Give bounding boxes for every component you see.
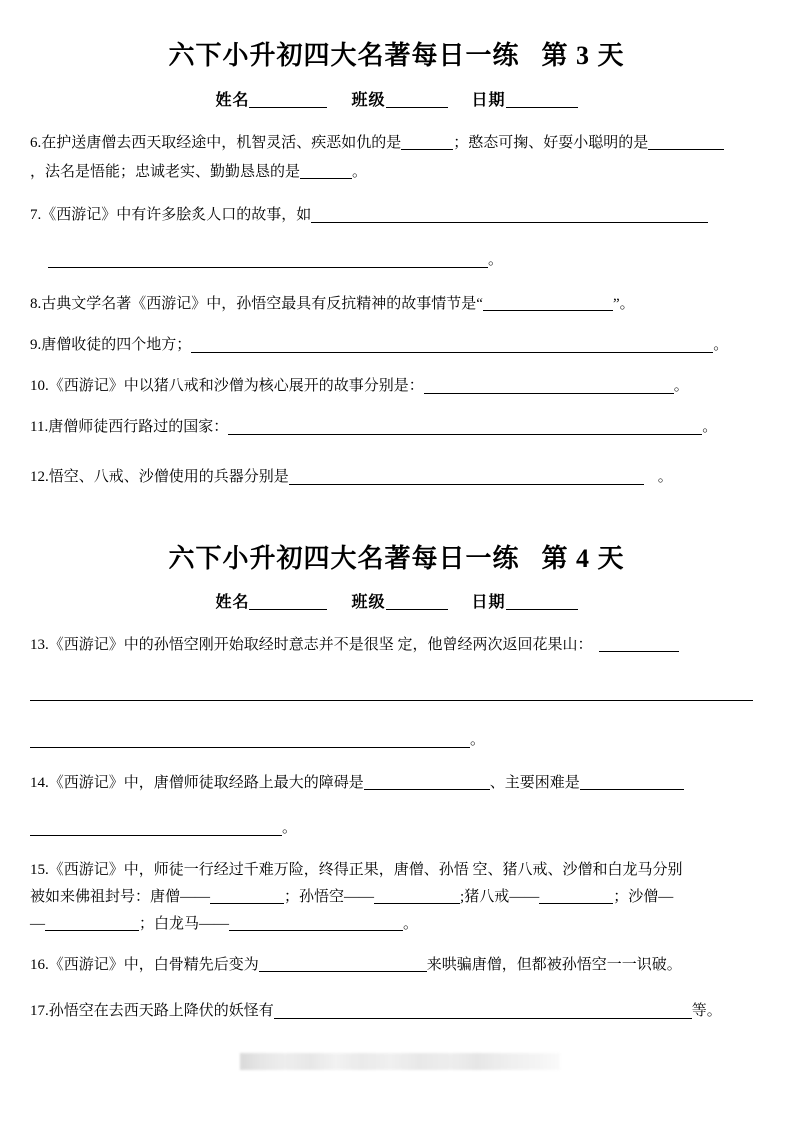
question-15-period: 。 [403, 916, 419, 932]
question-9-text: 唐僧收徒的四个地方； [41, 336, 192, 353]
question-11-number: 11. [30, 419, 49, 436]
question-6-text-b: ；憨态可掬、好耍小聪明的是 [453, 134, 649, 151]
name-field-group-2 [215, 594, 327, 611]
title-main-text: 六下小升初四大名著每日一练 [168, 41, 520, 70]
question-17-text-b: 等。 [691, 1002, 722, 1019]
question-9-blank-1[interactable] [191, 352, 713, 353]
question-8-text-a: 古典文学名著《西游记》中，孙悟空最具有反抗精神的故事情节是 [41, 295, 477, 312]
question-15-line2 [30, 886, 763, 909]
title-main-text-2: 六下小升初四大名著每日一练 [168, 543, 520, 573]
question-7-continuation [30, 249, 763, 272]
question-13-continuation-2 [30, 729, 763, 752]
question-15-line3 [30, 913, 763, 936]
question-15-text-c: ;猪八戒—— [460, 888, 540, 905]
question-15-text-line1: 《西游记》中，师徒一行经过千难万险，终得正果，唐僧、孙悟 空、猪八戒、沙僧和白龙马分别 [48, 861, 683, 878]
question-6 [30, 132, 763, 155]
redacted-watermark-strip [240, 1053, 560, 1070]
question-6-number: 6. [30, 134, 42, 151]
question-14 [30, 772, 763, 795]
question-8-number: 8. [30, 295, 42, 312]
question-15-blank-bailongma[interactable] [229, 916, 403, 931]
question-11-blank-1[interactable] [228, 434, 702, 435]
question-7 [30, 204, 763, 227]
question-13-continuation-1 [30, 682, 763, 705]
class-label: 班级 [351, 91, 386, 109]
question-17-blank-1[interactable] [274, 1018, 692, 1019]
question-10-period: 。 [673, 378, 689, 394]
class-field-group [351, 92, 447, 109]
question-6-text-a: 在护送唐僧去西天取经途中，机智灵活、疾恶如仇的是 [41, 134, 402, 151]
question-15-text-b: ；孙悟空—— [284, 888, 375, 905]
question-9-number: 9. [30, 336, 42, 353]
question-16-blank-1[interactable] [259, 957, 427, 972]
class-field-group-2 [351, 594, 447, 611]
question-14-period: 。 [282, 820, 298, 837]
question-10-text: 《西游记》中以猪八戒和沙僧为核心展开的故事分别是： [48, 378, 424, 394]
question-6-blank-2[interactable] [648, 135, 724, 150]
question-17-text-a: 孙悟空在去西天路上降伏的妖怪有 [48, 1002, 274, 1019]
question-15-number: 15. [30, 861, 49, 878]
question-15-text-f: ；白龙马—— [139, 916, 230, 932]
question-13-period: 。 [470, 731, 486, 748]
question-12-text: 悟空、八戒、沙僧使用的兵器分别是 [48, 468, 289, 485]
name-label-2: 姓名 [215, 594, 250, 612]
date-label-2: 日期 [471, 594, 506, 612]
question-11 [30, 416, 763, 439]
question-8-quote-close: ” [612, 295, 620, 312]
question-9-period: 。 [713, 336, 729, 353]
question-12-period: 。 [657, 468, 673, 485]
question-6-blank-3[interactable] [300, 164, 352, 179]
question-15 [30, 859, 763, 882]
question-6-text-c: ，法名是悟能；忠诚老实、勤勤恳恳的是 [30, 163, 301, 180]
name-input-blank-2[interactable] [249, 594, 327, 610]
name-label: 姓名 [215, 91, 250, 109]
class-input-blank[interactable] [386, 92, 448, 108]
question-14-blank-3[interactable] [30, 835, 282, 836]
question-11-text: 唐僧师徒西行路过的国家： [48, 419, 229, 436]
question-17 [30, 1000, 763, 1023]
question-15-text-d: ；沙僧— [613, 888, 674, 905]
question-14-text-b: 、主要困难是 [489, 775, 580, 791]
question-16-number: 16. [30, 957, 49, 974]
question-12-blank-1[interactable] [289, 484, 644, 485]
question-17-number: 17. [30, 1002, 49, 1019]
class-input-blank-2[interactable] [386, 594, 448, 610]
question-8 [30, 293, 763, 316]
question-16-text-a: 《西游记》中，白骨精先后变为 [48, 957, 259, 974]
name-input-blank[interactable] [249, 92, 327, 108]
worksheet-section-day3 [30, 40, 763, 489]
question-15-blank-tangseng[interactable] [210, 889, 284, 904]
question-16 [30, 954, 763, 977]
question-13-blank-2[interactable] [30, 700, 753, 701]
question-6-line2 [30, 161, 763, 184]
question-14-text-a: 《西游记》中，唐僧师徒取经路上最大的障碍是 [48, 775, 364, 791]
student-info-row-day3 [30, 87, 763, 110]
date-field-group [472, 92, 578, 109]
question-10-blank-1[interactable] [424, 393, 674, 394]
question-7-period: 。 [488, 252, 504, 269]
question-11-period: 。 [702, 419, 718, 436]
question-7-blank-1[interactable] [311, 222, 708, 223]
question-8-blank-1[interactable] [483, 296, 613, 311]
question-13-blank-1[interactable] [599, 637, 679, 652]
question-16-text-b: 来哄骗唐僧，但都被孙悟空一一识破。 [426, 957, 682, 974]
question-7-blank-2[interactable] [48, 267, 488, 268]
question-15-text-a: 被如来佛祖封号：唐僧—— [30, 888, 211, 905]
page-title-day3 [30, 40, 763, 73]
date-label: 日期 [471, 91, 506, 109]
question-15-blank-wukong[interactable] [374, 889, 460, 904]
question-15-text-e: — [30, 916, 45, 932]
student-info-row-day4 [30, 589, 763, 612]
question-10 [30, 375, 763, 398]
question-13 [30, 634, 763, 657]
question-14-continuation [30, 817, 763, 840]
question-9 [30, 334, 763, 357]
question-6-blank-1[interactable] [401, 135, 453, 150]
date-field-group-2 [472, 594, 578, 611]
question-13-blank-3[interactable] [30, 747, 470, 748]
question-12-number: 12. [30, 468, 49, 485]
question-15-blank-shaseng[interactable] [45, 916, 139, 931]
question-7-number: 7. [30, 207, 42, 223]
question-14-number: 14. [30, 775, 49, 791]
title-day-text: 第 3 天 [541, 41, 625, 70]
page-title-day4 [30, 543, 763, 576]
class-label-2: 班级 [351, 594, 386, 612]
question-14-blank-2[interactable] [580, 775, 684, 790]
worksheet-section-day4 [30, 543, 763, 1023]
name-field-group [215, 92, 327, 109]
question-13-number: 13. [30, 637, 49, 654]
date-input-blank[interactable] [506, 92, 578, 108]
title-day-text-2: 第 4 天 [541, 543, 625, 573]
question-14-blank-1[interactable] [364, 775, 490, 790]
question-15-blank-bajie[interactable] [539, 889, 613, 904]
question-7-text: 《西游记》中有许多脍炙人口的故事，如 [41, 207, 312, 223]
question-10-number: 10. [30, 378, 49, 394]
date-input-blank-2[interactable] [506, 594, 578, 610]
question-13-text: 《西游记》中的孙悟空刚开始取经时意志并不是很坚 定，他曾经两次返回花果山： [48, 637, 593, 654]
question-8-text-b: 。 [619, 295, 635, 312]
question-12 [30, 466, 763, 489]
question-8-quote-open: “ [476, 295, 483, 312]
question-6-text-d: 。 [352, 163, 368, 180]
